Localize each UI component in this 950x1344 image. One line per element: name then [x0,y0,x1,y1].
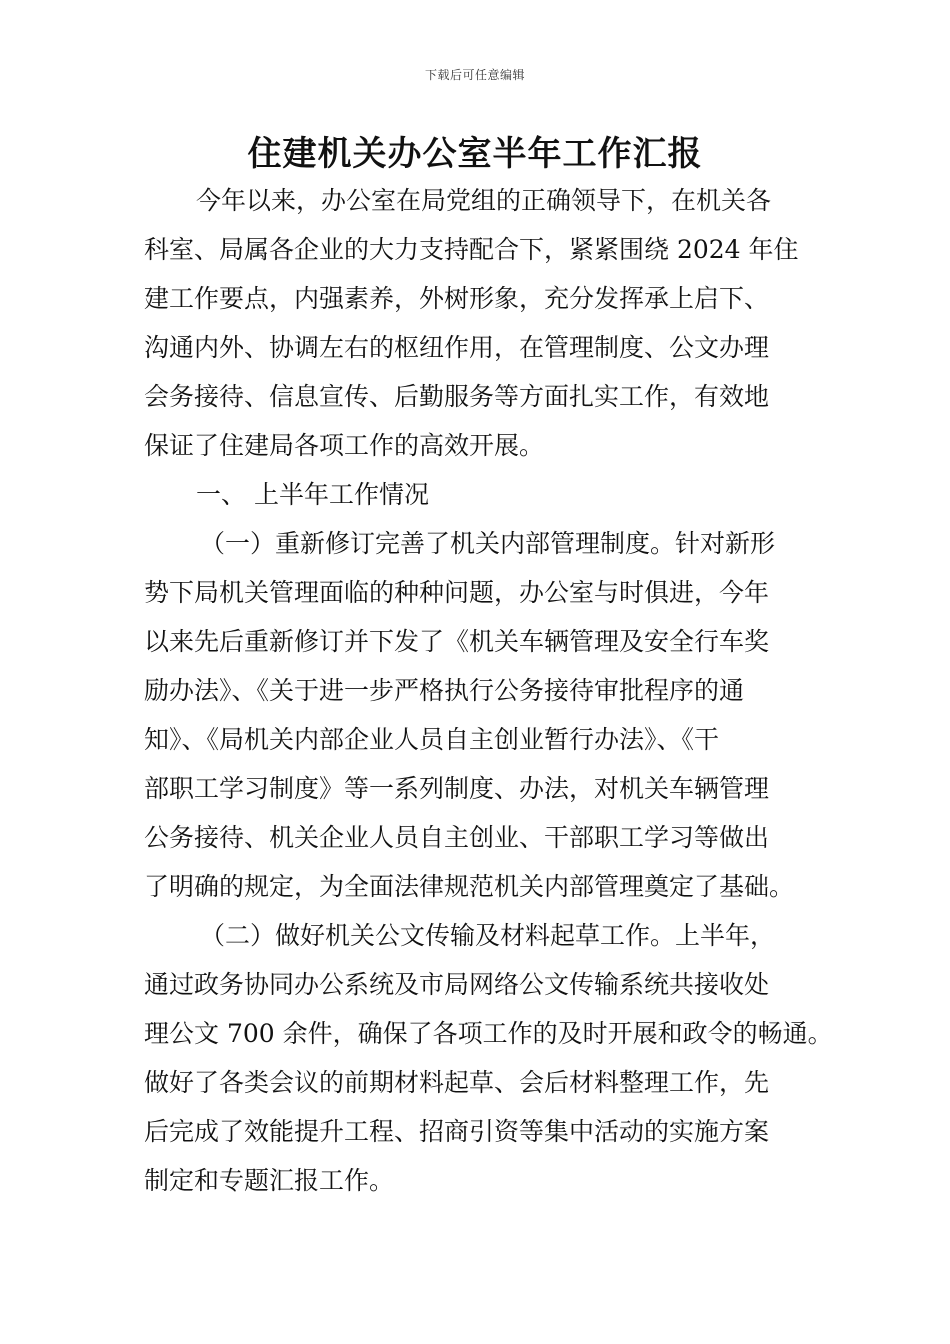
document-body [144,176,833,1205]
section-heading: 一、 上半年工作情况 [196,480,429,509]
paragraph-line: 部职工学习制度》等一系列制度、办法，对机关车辆管理 [144,774,770,803]
paragraph-line: 公务接待、机关企业人员自主创业、干部职工学习等做出 [144,823,770,852]
paragraph-line: 以来先后重新修订并下发了《机关车辆管理及安全行车奖 [144,627,770,656]
paragraph-line: 势下局机关管理面临的种种问题，办公室与时俱进，今年 [144,578,770,607]
paragraph-line: （二）做好机关公文传输及材料起草工作。上半年， [200,921,776,950]
paragraph-line: （一）重新修订完善了机关内部管理制度。针对新形 [200,529,776,558]
paragraph-line: 通过政务协同办公系统及市局网络公文传输系统共接收处 [144,970,770,999]
paragraph-line: 理公文 700 余件，确保了各项工作的及时开展和政令的畅通。 [144,1019,833,1048]
paragraph-line: 沟通内外、协调左右的枢纽作用，在管理制度、公文办理 [144,333,770,362]
document-title: 住建机关办公室半年工作汇报 [247,134,703,174]
paragraph-line: 今年以来，办公室在局党组的正确领导下，在机关各 [196,186,772,215]
paragraph-line: 励办法》、《关于进一步严格执行公务接待审批程序的通 [144,676,745,705]
paragraph-line: 了明确的规定，为全面法律规范机关内部管理奠定了基础。 [144,872,795,901]
paragraph-line: 知》、《局机关内部企业人员自主创业暂行办法》、《干 [144,725,720,754]
header-note: 下载后可任意编辑 [424,68,525,82]
paragraph-line: 科室、局属各企业的大力支持配合下，紧紧围绕 2024 年住 [144,235,799,264]
paragraph-line: 制定和专题汇报工作。 [144,1166,395,1195]
paragraph-line: 做好了各类会议的前期材料起草、会后材料整理工作，先 [144,1068,770,1097]
paragraph-line: 建工作要点，内强素养，外树形象，充分发挥承上启下、 [144,284,770,313]
paragraph-line: 会务接待、信息宣传、后勤服务等方面扎实工作，有效地 [144,382,770,411]
paragraph-line: 后完成了效能提升工程、招商引资等集中活动的实施方案 [144,1117,770,1146]
paragraph-line: 保证了住建局各项工作的高效开展。 [144,431,545,460]
